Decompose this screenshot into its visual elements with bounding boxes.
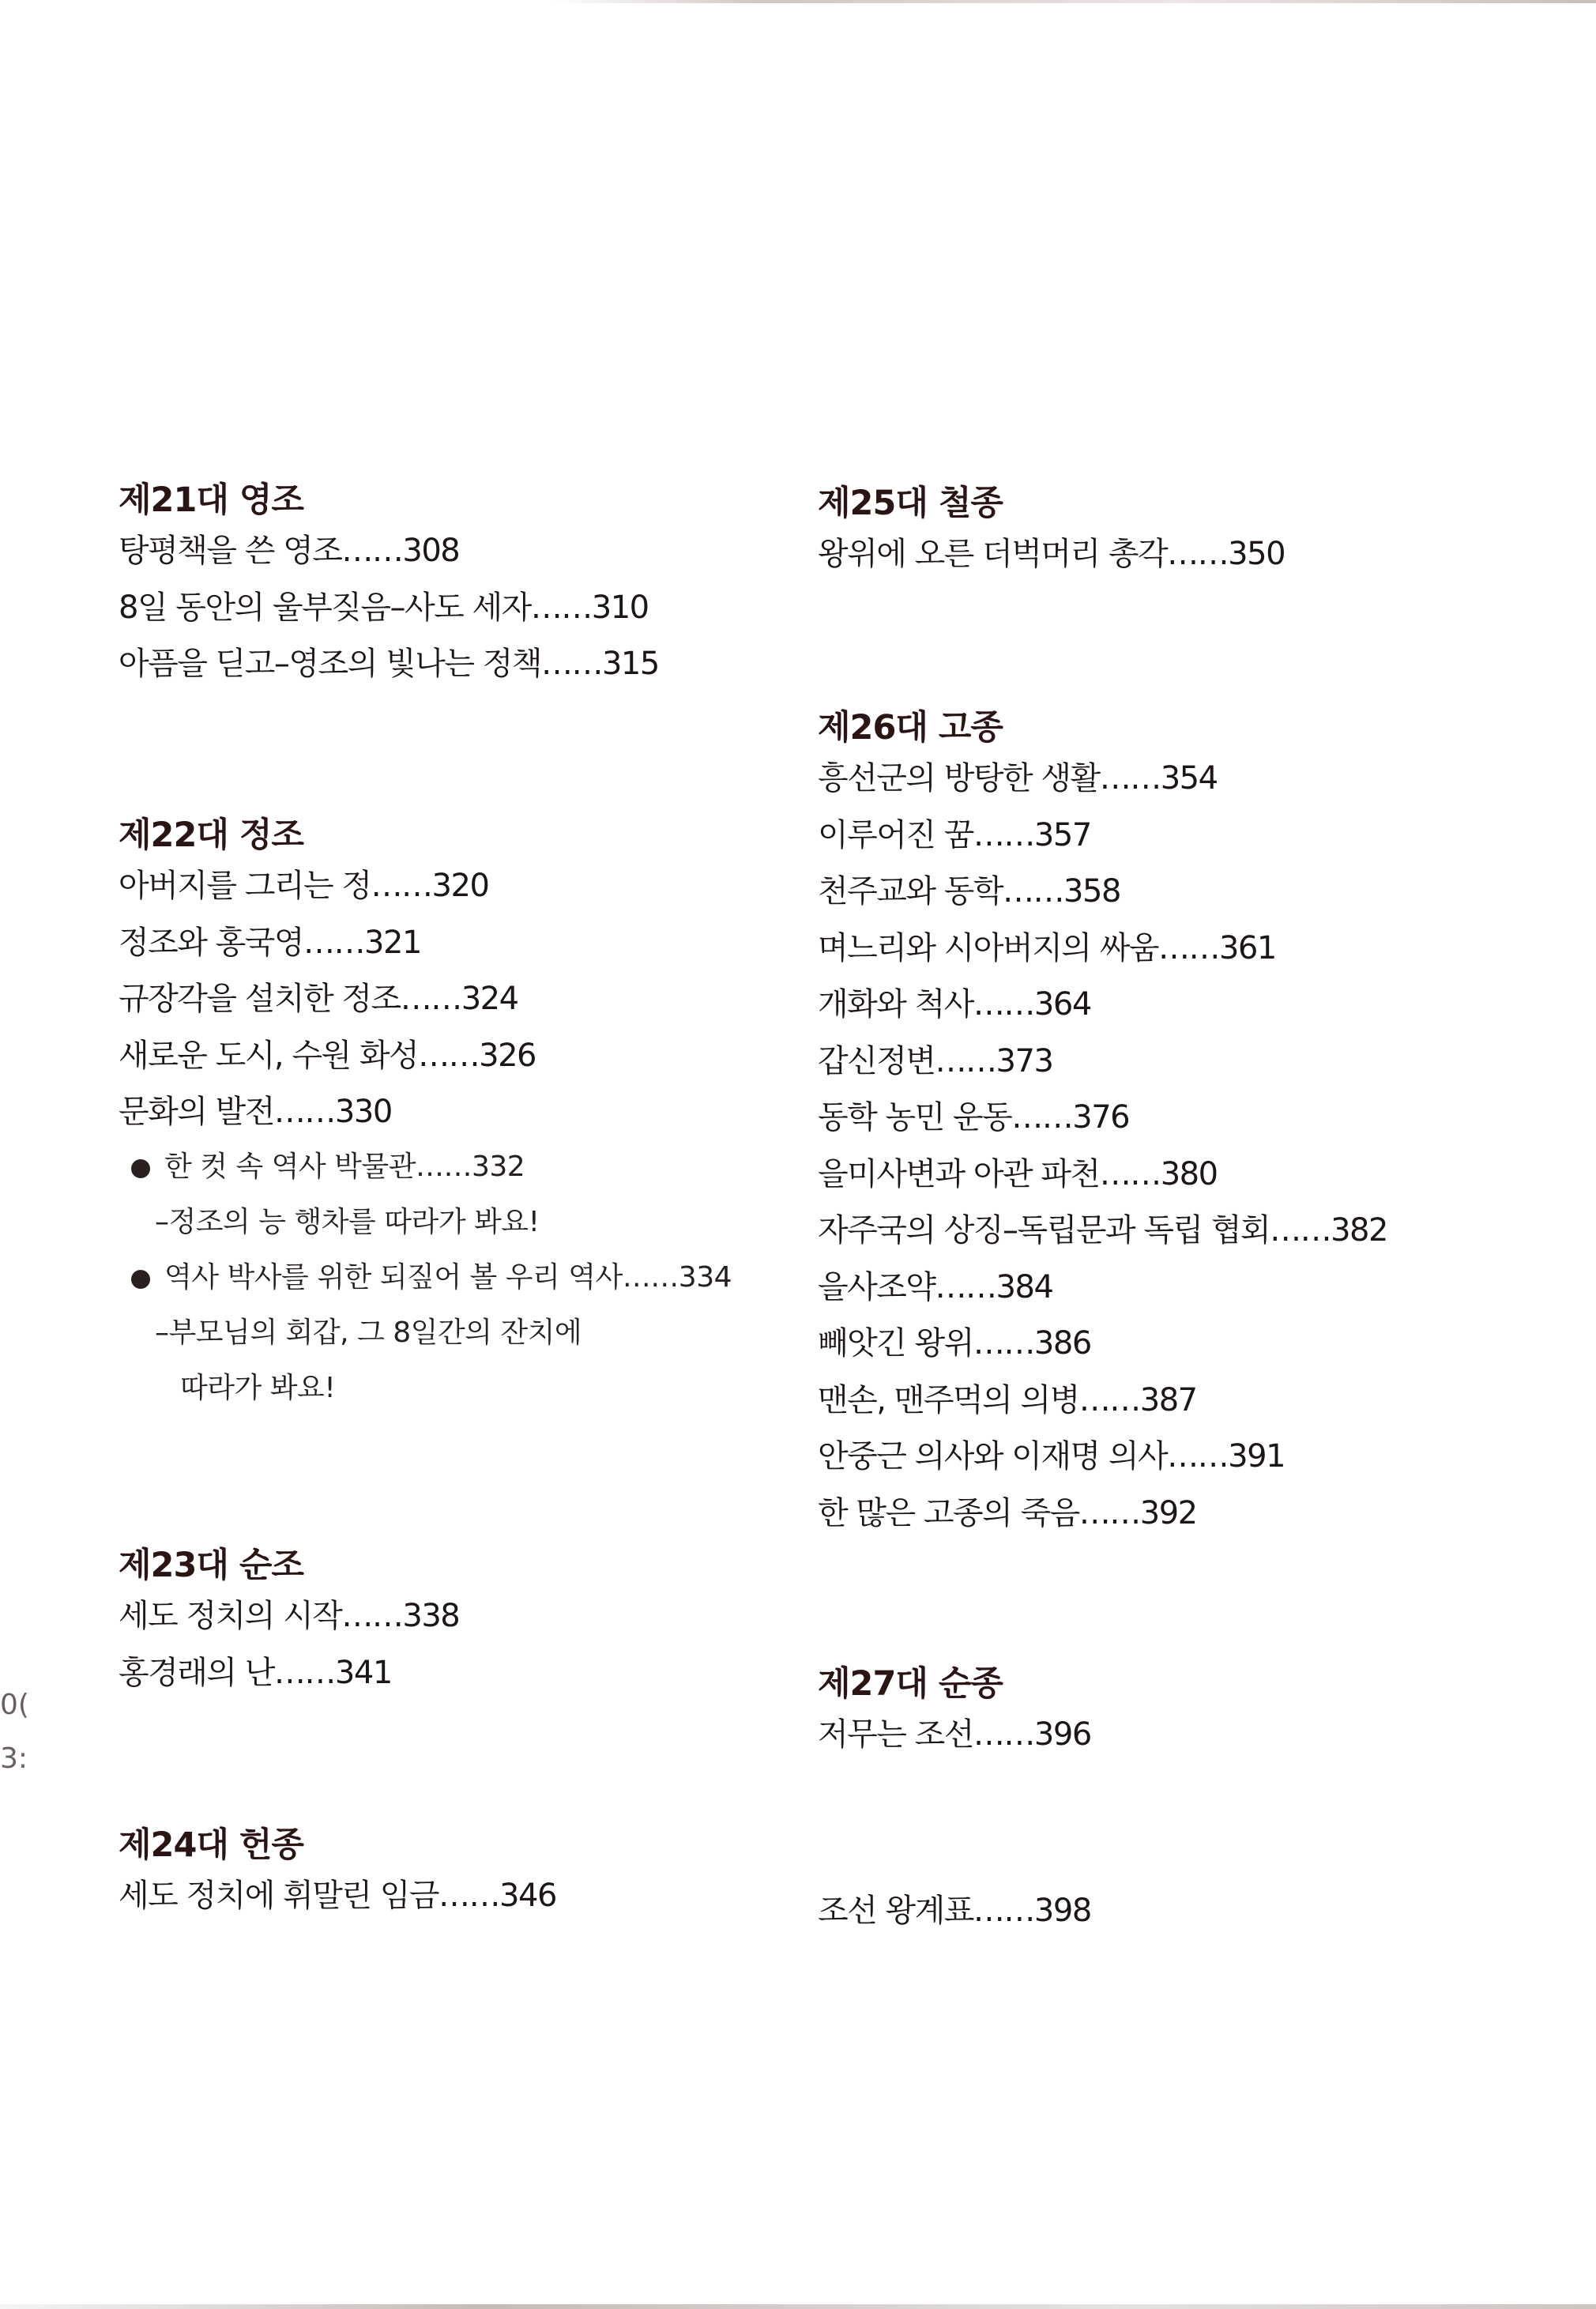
section-king-24 <box>119 1825 556 1937</box>
margin-mark: 3: <box>0 1742 28 1775</box>
margin-mark: 0( <box>0 1689 29 1721</box>
toc-entry[interactable]: 8일 동안의 울부짖음–사도 세자……310 <box>119 589 649 626</box>
section-title: 제23대 순조 <box>119 1546 303 1585</box>
feature-subtitle: –정조의 능 행차를 따라가 봐요! <box>155 1205 540 1238</box>
toc-entry[interactable]: 탕평책을 쓴 영조……308 <box>119 533 460 569</box>
feature-entry[interactable]: 역사 박사를 위한 되짚어 볼 우리 역사……334 <box>130 1264 732 1319</box>
toc-entry[interactable]: 을미사변과 아관 파천……380 <box>818 1155 1218 1192</box>
toc-entry[interactable]: 정조와 홍국영……321 <box>119 924 421 961</box>
toc-entry[interactable]: 을사조약……384 <box>818 1268 1053 1305</box>
section-king-22 <box>119 815 732 1429</box>
section-king-27 <box>818 1664 1091 1776</box>
section-king-23 <box>119 1546 460 1713</box>
feature-entry[interactable]: 한 컷 속 역사 박물관……332 <box>130 1153 732 1208</box>
toc-entry[interactable]: 세도 정치에 휘말린 임금……346 <box>119 1878 556 1914</box>
toc-entry[interactable]: 새로운 도시, 수원 화성……326 <box>119 1037 536 1074</box>
toc-entry[interactable]: 개화와 척사……364 <box>818 986 1091 1023</box>
toc-entry[interactable]: 한 많은 고종의 죽음……392 <box>818 1494 1197 1531</box>
toc-entry[interactable]: 세도 정치의 시작……338 <box>119 1598 460 1634</box>
section-title: 제21대 영조 <box>119 480 303 520</box>
section-king-26 <box>818 708 1387 1554</box>
toc-entry[interactable]: 맨손, 맨주먹의 의병……387 <box>818 1381 1197 1418</box>
section-title: 제26대 고종 <box>818 708 1003 748</box>
toc-entry[interactable]: 홍경래의 난……341 <box>119 1654 392 1691</box>
section-king-25 <box>818 484 1285 595</box>
scan-edge-top <box>553 0 1596 3</box>
toc-entry[interactable]: 아픔을 딛고–영조의 빛나는 정책……315 <box>119 646 659 682</box>
section-appendix <box>818 1895 1091 1952</box>
toc-entry[interactable]: 빼앗긴 왕위……386 <box>818 1325 1091 1362</box>
toc-entry[interactable]: 저무는 조선……396 <box>818 1716 1091 1753</box>
toc-entry[interactable]: 천주교와 동학……358 <box>818 873 1120 910</box>
feature-subtitle-continued: 따라가 봐요! <box>180 1371 336 1404</box>
scan-edge-bottom <box>0 2304 1596 2309</box>
toc-entry[interactable]: 며느리와 시아버지의 싸움……361 <box>818 929 1276 966</box>
toc-entry[interactable]: 안중근 의사와 이재명 의사……391 <box>818 1438 1285 1475</box>
toc-entry[interactable]: 문화의 발전……330 <box>119 1094 392 1130</box>
section-title: 제25대 철종 <box>818 484 1003 523</box>
toc-entry[interactable]: 규장각을 설치한 정조……324 <box>119 981 518 1017</box>
feature-subtitle: –부모님의 회갑, 그 8일간의 잔치에 <box>155 1316 582 1349</box>
toc-entry[interactable]: 왕위에 오른 더벅머리 총각……350 <box>818 536 1285 572</box>
toc-entry[interactable]: 자주국의 상징–독립문과 독립 협회……382 <box>818 1212 1387 1249</box>
section-king-21 <box>119 480 659 705</box>
toc-entry[interactable]: 동학 농민 운동……376 <box>818 1099 1130 1136</box>
toc-entry[interactable]: 아버지를 그리는 정……320 <box>119 868 489 904</box>
toc-entry[interactable]: 이루어진 꿈……357 <box>818 816 1091 853</box>
toc-entry[interactable]: 갑신정변……373 <box>818 1042 1053 1079</box>
toc-entry[interactable]: 흥선군의 방탕한 생활……354 <box>818 760 1218 797</box>
section-title: 제22대 정조 <box>119 815 303 855</box>
section-title: 제24대 헌종 <box>119 1825 303 1865</box>
appendix-entry[interactable]: 조선 왕계표……398 <box>818 1893 1091 1929</box>
section-title: 제27대 순종 <box>818 1664 1003 1704</box>
